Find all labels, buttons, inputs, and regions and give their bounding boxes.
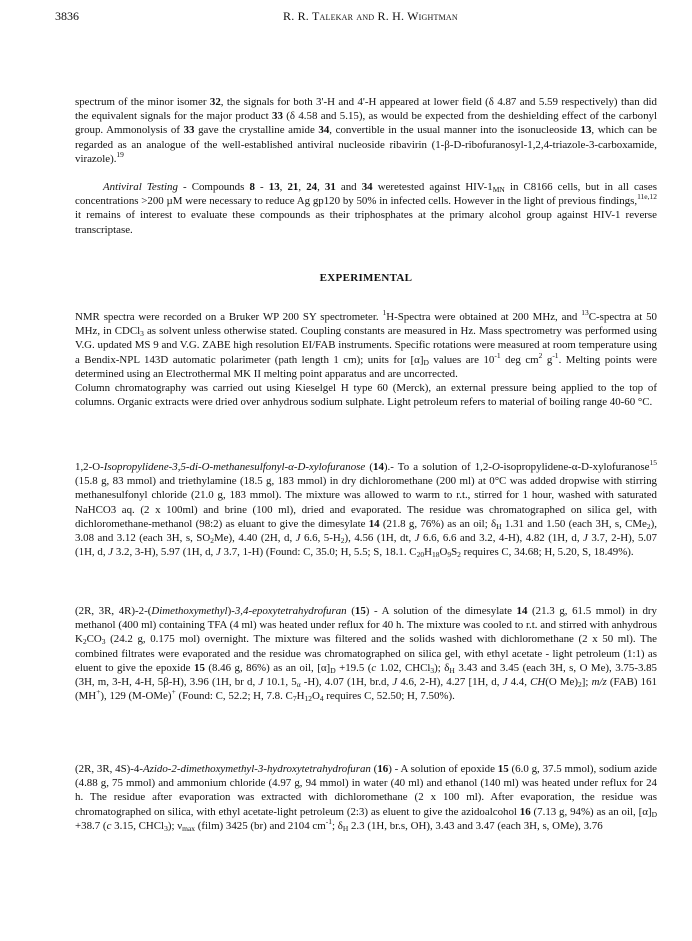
- running-authors: R. R. Talekar and R. H. Wightman: [283, 9, 458, 23]
- antiviral-testing-paragraph: Antiviral Testing - Compounds 8 - 13, 21, 24, 31 and 34 weretested against HIV-$1_{MN}$ in C8166 cells, but in all cases concentrations >200 µM were necessary to reduce Ag gp120 by 50% in infected cells. However in the light of previous findings,$^{11e,12}$ it remains of interest to evaluate these compounds as their triphosphates at the primary alcohol group against HIV-1 reverse transcriptase.: [75, 181, 657, 236]
- compound-14-paragraph: 1,2-O-Isopropylidene-3,5-di-O-methanesulfonyl-α-D-xylofuranose (14).- To a solution of 1,2-O-isopropylidene-α-D-xylofuranose$^{15}$ (15.8 g, 83 mmol) and triethylamine (18.5 g, 183 mmol) in dry dichloromethane (200 ml) at 0°C was added dropwise with stirring methanesulfonyl chloride (21.0 g, 183 mmol). The mixture was allowed to warm to r.t., stirred for 1 hour, washed with saturated NaHCO3 aq. (2 x 100ml) and brine (100 ml), dried and evaporated. The residue was chromatographed on silica gel, with dichloromethane-methanol (98:2) as eluant to give the dimesylate 14 (21.8 g, 76%) as an oil; $\delta_H$ 1.31 and 1.50 (each 3H, s, CMe$_2$), 3.08 and 3.12 (each 3H, s, $SO_2Me$), 4.40 (2H, d, J 6.6, $5-H_2$), 4.56 (1H, dt, J 6.6, 6.6 and 3.2, 4-H), 4.82 (1H, d, J 3.7, 2-H), 5.07 (1H, d, J 3.2, 3-H), 5.97 (1H, d, J 3.7, 1-H) (Found: C, 35.0; H, 5.5; S, 18.1. $C_{20}H_{18}O_9S_2$ requires C, 34.68; H, 5.20, S, 18.49%).: [75, 458, 657, 560]
- running-header: [55, 9, 645, 27]
- general-methods-paragraph: NMR spectra were recorded on a Bruker WP 200 SY spectrometer. $^1$H-Spectra were obtained at 200 MHz, and $^{13}$C-spectra at 50 MHz, in CDCl$_3$ as solvent unless otherwise stated. Coupling constants are measured in Hz. Mass spectrometry was performed using V.G. updated MS 9 and V.G. ZABE high resolution EI/FAB instruments. Specific rotations were measured at room temperature using a Bendix-NPL 143D automatic polarimeter (path length 1 cm); units for $[\alpha]_D$ values are $10^{-1}$ deg $cm^2$ $g^{-1}$. Melting points were determined using an Electrothermal MK II melting point apparatus and are uncorrected. Column chromatography was carried out using Kieselgel H type 60 (Merck), an external pressure being applied to the top of columns. Organic extracts were dried over anhydrous sodium sulphate. Light petroleum refers to material of boiling range 40-60 °C.: [75, 308, 657, 409]
- page-number: 3836: [55, 9, 79, 23]
- compound-15-paragraph: (2R, 3R, 4R)-2-(Dimethoxymethyl)-3,4-epoxytetrahydrofuran (15) - A solution of the dimesylate 14 (21.3 g, 61.5 mmol) in dry methanol (400 ml) containing TFA (4 ml) was heated under reflux for 40 h. The mixture was cooled to r.t. and stirred with anhydrous $K_2CO_3$ (24.2 g, 0.175 mol) overnight. The mixture was filtered and the solids washed with dichloromethane (2 x 50 ml). The combined filtrates were evaporated and the residue was chromatographed on silica gel, with ethyl acetate - light petroleum (1:1) as eluent to give the epoxide 15 (8.46 g, 86%) as an oil, $[\alpha]_D +19.5$ (c 1.02, CHCl$_3$); $\delta_H$ 3.43 and 3.45 (each 3H, s, O Me), 3.75-3.85 (3H, m, 3-H, 4-H, 5β-H), 3.96 (1H, br d, J 10.1, $5_\alpha$ -H), 4.07 (1H, br.d, J 4.6, 2-H), 4.27 [1H, d, J 4.4, CH(O $Me)_2$]; m/z (FAB) 161 (MH+), 129 (M-OMe)+ (Found: C, 52.2; H, 7.8. $C_7H_{12}O_4$ requires C, 52.50; H, 7.50%).: [75, 605, 658, 704]
- intro-paragraph: spectrum of the minor isomer 32, the signals for both 3'-H and 4'-H appeared at lower field (δ 4.87 and 5.59 respectively) than did the equivalent signals for the major product 33 (δ 4.58 and 5.15), as would be expected from the deshielding effect of the carbonyl group. Ammonolysis of 33 gave the crystalline amide 34, convertible in the usual manner into the isonucleoside 13, which can be regarded as an analogue of the well-established antiviral nucleoside ribavirin (1-β-D-ribofuranosyl-1,2,4-triazole-3-carboxamide, virazole).$^{19}$: [75, 96, 658, 165]
- compound-16-paragraph: (2R, 3R, 4S)-4-Azido-2-dimethoxymethyl-3-hydroxytetrahydrofuran (16) - A solution of epoxide 15 (6.0 g, 37.5 mmol), sodium azide (4.88 g, 75 mmol) and ammonium chloride (4.97 g, 94 mmol) in water (40 ml) and ethanol (140 ml) was heated under reflux for 24 h. The residue after evaporation was extracted with dichloromethane (2 x 100 ml). After evaporation, the residue was chromatographed on silica, with ethyl acetate-light petroleum (2:3) as eluent to give the azidoalcohol 16 (7.13 g, 94%) as an oil, $[\alpha]_D +38.7$ (c 3.15, CHCl$_3$); $\nu_{max}$ (film) 3425 (br) and 2104 $cm^{-1}$; $\delta_H$ 2.3 (1H, br.s, OH), 3.43 and 3.47 (each 3H, s, OMe), 3.76: [75, 763, 657, 833]
- section-heading: EXPERIMENTAL: [319, 272, 413, 284]
